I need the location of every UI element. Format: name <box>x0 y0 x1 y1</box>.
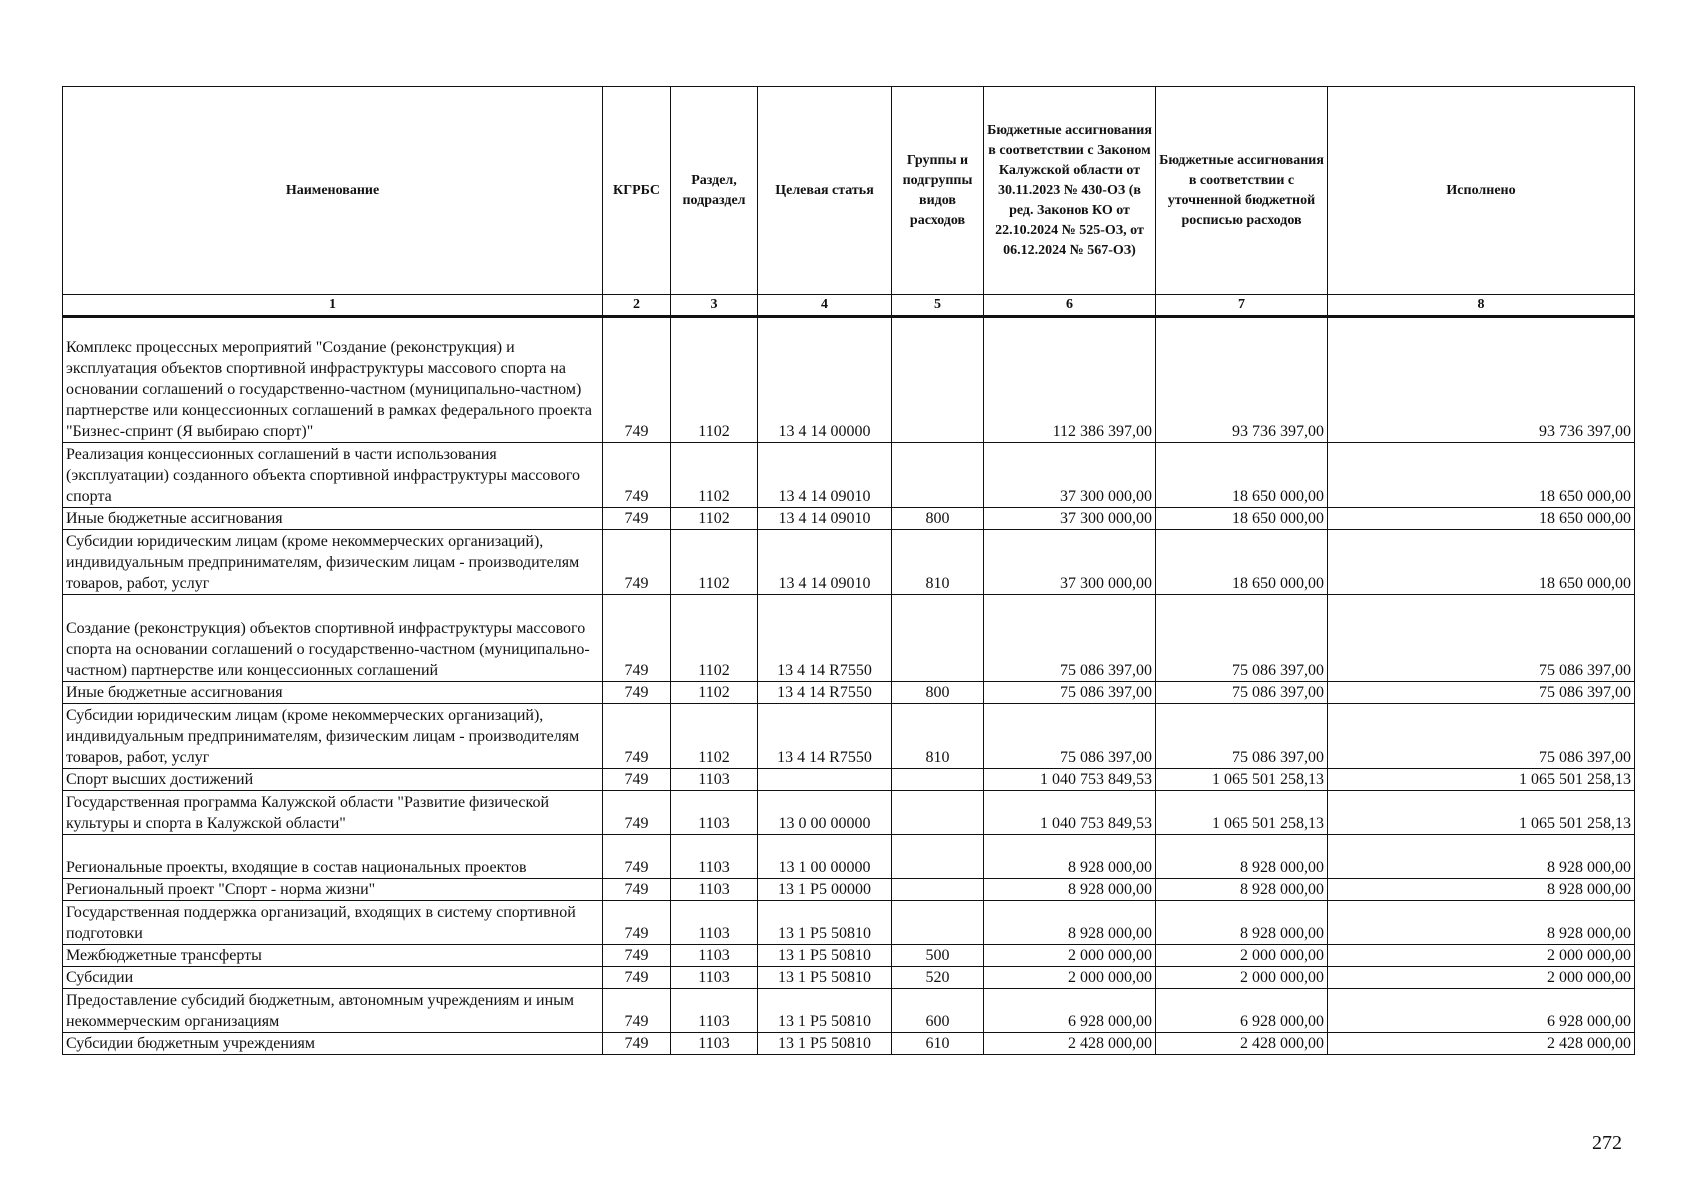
row-expense-group <box>892 835 984 879</box>
row-name: Иные бюджетные ассигнования <box>63 682 603 704</box>
row-expense-group <box>892 901 984 945</box>
table-row <box>63 443 1635 508</box>
row-target-article: 13 4 14 09010 <box>758 443 892 508</box>
row-law-amount: 6 928 000,00 <box>984 989 1156 1033</box>
row-razdel: 1102 <box>671 317 758 443</box>
row-executed-amount: 8 928 000,00 <box>1328 901 1635 945</box>
column-number: 1 <box>63 295 603 317</box>
row-expense-group: 810 <box>892 530 984 595</box>
header-target-article: Целевая статья <box>758 87 892 295</box>
row-target-article: 13 1 P5 50810 <box>758 945 892 967</box>
table-row <box>63 682 1635 704</box>
row-target-article: 13 1 00 00000 <box>758 835 892 879</box>
row-executed-amount: 18 650 000,00 <box>1328 508 1635 530</box>
row-kgrbs: 749 <box>603 967 671 989</box>
budget-table <box>62 86 1635 1055</box>
row-name: Субсидии юридическим лицам (кроме некоммерческих организаций), индивидуальным предпринимателям, физическим лицам - производителям товаров, работ, услуг <box>63 704 603 769</box>
table-row <box>63 1033 1635 1055</box>
row-law-amount: 2 428 000,00 <box>984 1033 1156 1055</box>
row-law-amount: 112 386 397,00 <box>984 317 1156 443</box>
row-expense-group <box>892 769 984 791</box>
row-law-amount: 8 928 000,00 <box>984 835 1156 879</box>
table-row <box>63 791 1635 835</box>
row-name: Спорт высших достижений <box>63 769 603 791</box>
row-plan-amount: 18 650 000,00 <box>1156 443 1328 508</box>
row-razdel: 1103 <box>671 901 758 945</box>
row-kgrbs: 749 <box>603 443 671 508</box>
column-number: 5 <box>892 295 984 317</box>
row-plan-amount: 8 928 000,00 <box>1156 835 1328 879</box>
header-executed: Исполнено <box>1328 87 1635 295</box>
table-row <box>63 530 1635 595</box>
row-expense-group: 800 <box>892 508 984 530</box>
row-executed-amount: 18 650 000,00 <box>1328 443 1635 508</box>
row-kgrbs: 749 <box>603 769 671 791</box>
row-kgrbs: 749 <box>603 791 671 835</box>
row-name: Государственная программа Калужской области "Развитие физической культуры и спорта в Калужской области" <box>63 791 603 835</box>
row-plan-amount: 6 928 000,00 <box>1156 989 1328 1033</box>
row-plan-amount: 75 086 397,00 <box>1156 682 1328 704</box>
row-kgrbs: 749 <box>603 879 671 901</box>
row-target-article: 13 1 P5 00000 <box>758 879 892 901</box>
row-target-article: 13 4 14 R7550 <box>758 682 892 704</box>
row-name: Субсидии бюджетным учреждениям <box>63 1033 603 1055</box>
row-name: Региональный проект "Спорт - норма жизни" <box>63 879 603 901</box>
row-executed-amount: 1 065 501 258,13 <box>1328 769 1635 791</box>
row-target-article: 13 4 14 R7550 <box>758 704 892 769</box>
row-name: Субсидии <box>63 967 603 989</box>
row-target-article: 13 0 00 00000 <box>758 791 892 835</box>
row-kgrbs: 749 <box>603 835 671 879</box>
row-kgrbs: 749 <box>603 989 671 1033</box>
row-executed-amount: 2 000 000,00 <box>1328 967 1635 989</box>
table-row <box>63 595 1635 682</box>
row-kgrbs: 749 <box>603 901 671 945</box>
row-expense-group <box>892 879 984 901</box>
row-razdel: 1103 <box>671 1033 758 1055</box>
table-row <box>63 769 1635 791</box>
row-expense-group: 610 <box>892 1033 984 1055</box>
row-target-article: 13 1 P5 50810 <box>758 901 892 945</box>
column-number: 2 <box>603 295 671 317</box>
row-law-amount: 1 040 753 849,53 <box>984 769 1156 791</box>
row-expense-group <box>892 317 984 443</box>
row-executed-amount: 75 086 397,00 <box>1328 704 1635 769</box>
row-expense-group <box>892 791 984 835</box>
row-plan-amount: 8 928 000,00 <box>1156 901 1328 945</box>
row-law-amount: 2 000 000,00 <box>984 967 1156 989</box>
row-kgrbs: 749 <box>603 704 671 769</box>
row-razdel: 1102 <box>671 530 758 595</box>
row-razdel: 1103 <box>671 835 758 879</box>
row-executed-amount: 93 736 397,00 <box>1328 317 1635 443</box>
row-expense-group: 500 <box>892 945 984 967</box>
row-name: Реализация концессионных соглашений в части использования (эксплуатации) созданного объекта спортивной инфраструктуры массового спорта <box>63 443 603 508</box>
row-razdel: 1102 <box>671 682 758 704</box>
row-target-article: 13 4 14 R7550 <box>758 595 892 682</box>
table-row <box>63 989 1635 1033</box>
column-number: 6 <box>984 295 1156 317</box>
column-number: 8 <box>1328 295 1635 317</box>
row-target-article: 13 1 P5 50810 <box>758 967 892 989</box>
row-target-article: 13 1 P5 50810 <box>758 989 892 1033</box>
table-row <box>63 945 1635 967</box>
table-row <box>63 508 1635 530</box>
row-kgrbs: 749 <box>603 682 671 704</box>
row-razdel: 1102 <box>671 508 758 530</box>
row-razdel: 1102 <box>671 595 758 682</box>
row-executed-amount: 1 065 501 258,13 <box>1328 791 1635 835</box>
row-plan-amount: 1 065 501 258,13 <box>1156 791 1328 835</box>
header-plan-allocations: Бюджетные ассигнования в соответствии с уточненной бюджетной росписью расходов <box>1156 87 1328 295</box>
row-kgrbs: 749 <box>603 317 671 443</box>
header-kgrbs: КГРБС <box>603 87 671 295</box>
column-number: 3 <box>671 295 758 317</box>
row-law-amount: 75 086 397,00 <box>984 704 1156 769</box>
table-row <box>63 879 1635 901</box>
row-executed-amount: 75 086 397,00 <box>1328 682 1635 704</box>
row-target-article: 13 1 P5 50810 <box>758 1033 892 1055</box>
row-razdel: 1103 <box>671 989 758 1033</box>
row-name: Субсидии юридическим лицам (кроме некоммерческих организаций), индивидуальным предпринимателям, физическим лицам - производителям товаров, работ, услуг <box>63 530 603 595</box>
table-row <box>63 835 1635 879</box>
row-law-amount: 75 086 397,00 <box>984 682 1156 704</box>
row-name: Предоставление субсидий бюджетным, автономным учреждениям и иным некоммерческим организациям <box>63 989 603 1033</box>
header-razdel: Раздел, подраздел <box>671 87 758 295</box>
row-razdel: 1103 <box>671 945 758 967</box>
row-expense-group <box>892 443 984 508</box>
header-expense-groups: Группы и подгруппы видов расходов <box>892 87 984 295</box>
row-executed-amount: 8 928 000,00 <box>1328 835 1635 879</box>
row-executed-amount: 2 000 000,00 <box>1328 945 1635 967</box>
table-row <box>63 901 1635 945</box>
row-plan-amount: 2 000 000,00 <box>1156 945 1328 967</box>
page-number: 272 <box>1592 1132 1622 1154</box>
table-row <box>63 967 1635 989</box>
row-law-amount: 1 040 753 849,53 <box>984 791 1156 835</box>
row-razdel: 1102 <box>671 704 758 769</box>
row-kgrbs: 749 <box>603 595 671 682</box>
row-plan-amount: 8 928 000,00 <box>1156 879 1328 901</box>
row-target-article <box>758 769 892 791</box>
row-kgrbs: 749 <box>603 530 671 595</box>
row-law-amount: 2 000 000,00 <box>984 945 1156 967</box>
header-name: Наименование <box>63 87 603 295</box>
row-target-article: 13 4 14 00000 <box>758 317 892 443</box>
row-expense-group: 810 <box>892 704 984 769</box>
row-expense-group: 600 <box>892 989 984 1033</box>
row-expense-group: 520 <box>892 967 984 989</box>
row-kgrbs: 749 <box>603 945 671 967</box>
row-plan-amount: 75 086 397,00 <box>1156 704 1328 769</box>
row-razdel: 1103 <box>671 967 758 989</box>
row-kgrbs: 749 <box>603 508 671 530</box>
budget-table-page <box>62 86 1634 1055</box>
column-number: 7 <box>1156 295 1328 317</box>
row-name: Межбюджетные трансферты <box>63 945 603 967</box>
column-number: 4 <box>758 295 892 317</box>
row-plan-amount: 18 650 000,00 <box>1156 530 1328 595</box>
row-name: Комплекс процессных мероприятий "Создание (реконструкция) и эксплуатация объектов спортивной инфраструктуры массового спорта на основании соглашений о государственно-частном (муниципально-частном) партнерстве или концессионных соглашений в рамках федерального проекта "Бизнес-спринт (Я выбираю спорт)" <box>63 317 603 443</box>
row-name: Создание (реконструкция) объектов спортивной инфраструктуры массового спорта на основании соглашений о государственно-частном (муниципально-частном) партнерстве или концессионных соглашений <box>63 595 603 682</box>
row-kgrbs: 749 <box>603 1033 671 1055</box>
table-body <box>63 317 1635 1055</box>
row-executed-amount: 18 650 000,00 <box>1328 530 1635 595</box>
row-plan-amount: 75 086 397,00 <box>1156 595 1328 682</box>
row-name: Государственная поддержка организаций, входящих в систему спортивной подготовки <box>63 901 603 945</box>
row-plan-amount: 2 000 000,00 <box>1156 967 1328 989</box>
row-law-amount: 37 300 000,00 <box>984 508 1156 530</box>
row-razdel: 1103 <box>671 769 758 791</box>
table-row <box>63 704 1635 769</box>
row-executed-amount: 2 428 000,00 <box>1328 1033 1635 1055</box>
row-expense-group <box>892 595 984 682</box>
row-executed-amount: 75 086 397,00 <box>1328 595 1635 682</box>
row-razdel: 1102 <box>671 443 758 508</box>
row-law-amount: 8 928 000,00 <box>984 901 1156 945</box>
row-razdel: 1103 <box>671 879 758 901</box>
row-executed-amount: 8 928 000,00 <box>1328 879 1635 901</box>
row-law-amount: 37 300 000,00 <box>984 530 1156 595</box>
row-name: Иные бюджетные ассигнования <box>63 508 603 530</box>
row-executed-amount: 6 928 000,00 <box>1328 989 1635 1033</box>
row-name: Региональные проекты, входящие в состав национальных проектов <box>63 835 603 879</box>
row-expense-group: 800 <box>892 682 984 704</box>
row-plan-amount: 1 065 501 258,13 <box>1156 769 1328 791</box>
row-target-article: 13 4 14 09010 <box>758 508 892 530</box>
row-plan-amount: 2 428 000,00 <box>1156 1033 1328 1055</box>
row-law-amount: 75 086 397,00 <box>984 595 1156 682</box>
row-plan-amount: 93 736 397,00 <box>1156 317 1328 443</box>
row-plan-amount: 18 650 000,00 <box>1156 508 1328 530</box>
row-razdel: 1103 <box>671 791 758 835</box>
row-law-amount: 8 928 000,00 <box>984 879 1156 901</box>
header-law-allocations: Бюджетные ассигнования в соответствии с Законом Калужской области от 30.11.2023 № 430-ОЗ (в ред. Законов КО от 22.10.2024 № 525-ОЗ, от 06.12.2024 № 567-ОЗ) <box>984 87 1156 295</box>
row-target-article: 13 4 14 09010 <box>758 530 892 595</box>
table-row <box>63 317 1635 443</box>
row-law-amount: 37 300 000,00 <box>984 443 1156 508</box>
table-header <box>63 87 1635 317</box>
